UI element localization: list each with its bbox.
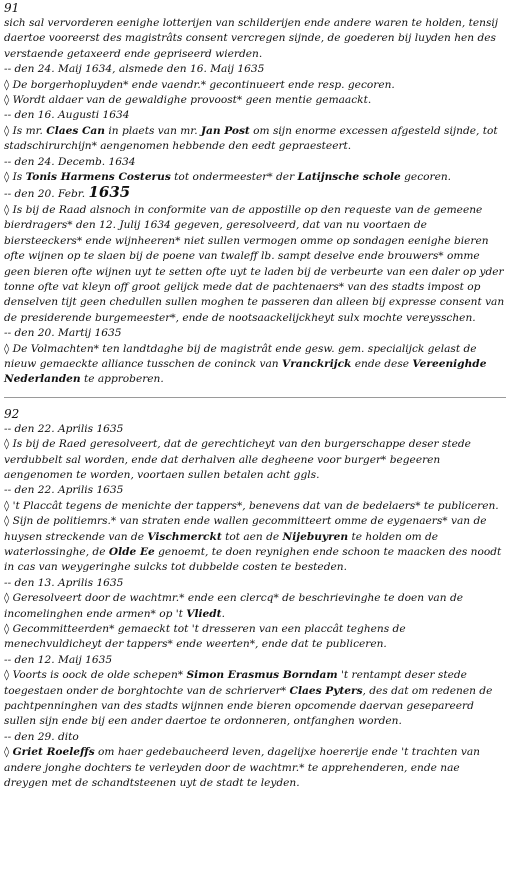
text-segment: tot ondermeester* der	[170, 171, 298, 184]
proper-name: Vranckrijck	[282, 357, 352, 370]
record-entry	[4, 78, 506, 93]
text-segment: genoemt, te doen reynighen ende schoon te maacken des noodt in cas van weygeringhe sulcks tot dubbelde costen te besteden.	[4, 546, 502, 574]
page-section	[4, 407, 506, 792]
text-segment: ◊ 't Placcât tegens de menichte der tappers*, benevens dat van de bedelaers* te publiceren.	[4, 499, 499, 512]
record-entry	[4, 591, 506, 622]
page-section	[4, 1, 506, 388]
text-segment: -- den 12. Maij 1635	[4, 653, 113, 666]
record-entry	[4, 622, 506, 653]
proper-name: Olde Ee	[108, 546, 155, 558]
proper-name: Tonis Harmens Costerus	[25, 171, 171, 184]
record-entry	[4, 203, 506, 326]
page-number: 91	[4, 1, 20, 15]
text-segment: tot aen de	[221, 530, 283, 543]
date-line	[4, 483, 506, 498]
proper-name: Simon Erasmus Borndam	[186, 669, 338, 682]
text-segment: -- den 16. Augusti 1634	[4, 109, 130, 122]
text-segment: -- den 20. Martij 1635	[4, 327, 122, 340]
date-line	[4, 155, 506, 170]
date-line	[4, 108, 506, 123]
text-segment: te approberen.	[80, 373, 164, 386]
proper-name: Griet Roeleffs	[12, 746, 95, 759]
text-segment: -- den 29. dito	[4, 730, 79, 743]
text-segment: ◊ Geresolveert door de wachtmr.* ende een clercq* de beschrievinghe te doen van de incomelinghen ende armen* op 't	[4, 592, 463, 620]
text-segment: -- den 24. Maij 1634, alsmede den 16. Maij 1635	[4, 63, 265, 76]
proper-name: Claes Can	[46, 124, 105, 137]
record-entry	[4, 668, 506, 730]
text-segment: .	[221, 607, 225, 620]
text-segment: -- den 22. Aprilis 1635	[4, 422, 124, 435]
record-entry	[4, 745, 506, 791]
record-entry	[4, 437, 506, 483]
text-segment: ◊ Sijn de politiemrs.* van straten ende wallen gecommitteert omme de eygenaers* van de huysen streckende van de	[4, 515, 487, 543]
record-entry	[4, 514, 506, 576]
text-segment: -- den 20. Febr.	[4, 188, 89, 201]
date-line	[4, 730, 506, 745]
text-segment: ◊ Gecommitteerden* gemaeckt tot 't dresseren van een placcât teghens de menechvuldicheyt der tappers* ende weerten*, ende dat te publiceren.	[4, 623, 406, 651]
text-segment: -- den 22. Aprilis 1635	[4, 484, 124, 497]
text-segment: ◊ Is mr.	[4, 124, 47, 137]
text-segment: -- den 13. Aprilis 1635	[4, 576, 124, 589]
proper-name: Vischmerckt	[147, 530, 222, 543]
proper-name: Claes Pyters	[289, 684, 363, 697]
text-segment: sich sal vervorderen eenighe lotterijen van schilderijen ende andere waren te holden, tensij daertoe vooreerst des magistrâts consent vercregen sijnde, de goederen bij luyden hen des verstaende getaxeerd ende gepriseerd wierden.	[4, 17, 499, 60]
text-segment: ◊ Is bij de Raad alsnoch in conformite van de appostille op den requeste van de gemeene bierdragers* den 12. Julij 1634 gegeven, geresolveerd, dat van nu voortaen de biersteeckers* ende wijnheeren* niet sullen vermogen omme op sondagen eenighe bieren ofte wijnen op te slaen bij de poene van twaleff lb. sampt deselve ende brouwers* omme geen bieren ofte wijnen uyt te setten ofte uyt te laden bij de verbeurte van een daler op yder tonne ofte vat kleyn off groot gelijck mede dat de pachtenaers* van des stadts impost op denselven tijt geen chedullen sullen moghen te passeren dan alleen bij expresse consent van de presiderende burgemeester*, ende de nootsaackelijckheyt sulx mochte vereysschen.	[4, 203, 505, 324]
record-entry	[4, 93, 506, 108]
text-segment: ◊ Is	[4, 171, 26, 184]
text-segment: te holden om de waterlossinghe, de	[4, 530, 439, 558]
text-segment: ◊ Wordt aldaer van de gewaldighe provoost* geen mentie gemaackt.	[4, 94, 372, 107]
text-segment: ◊ De borgerhopluyden* ende vaendr.* gecontinueert ende resp. gecoren.	[4, 78, 395, 91]
date-line	[4, 62, 506, 77]
text-segment: ◊ Is bij de Raed geresolveert, dat de gerechticheyt van den burgerschappe deser stede verdubbelt sal worden, ende dat derhalven alle degheene voor burger* begeeren aengenomen te worden, voortaen sullen betalen acht ggls.	[4, 438, 471, 481]
text-segment: 't rentampt deser stede toegestaen onder de borghtochte van de schrierver*	[4, 669, 467, 697]
record-entry	[4, 170, 506, 185]
proper-name: Latijnsche schole	[297, 171, 401, 184]
page-divider	[4, 397, 506, 398]
record-entry	[4, 342, 506, 388]
date-line	[4, 576, 506, 591]
proper-name: Jan Post	[200, 124, 250, 137]
text-segment: ◊ Voorts is oock de olde schepen*	[4, 669, 187, 682]
page-number: 92	[4, 406, 20, 421]
text-segment: ◊	[4, 746, 13, 759]
proper-name: Vereenighde Nederlanden	[4, 357, 487, 386]
date-line	[4, 422, 506, 437]
proper-name: Vliedt	[186, 607, 222, 620]
text-segment: ende dese	[351, 357, 413, 370]
date-line	[4, 185, 506, 202]
proper-name: Nijebuyren	[282, 530, 349, 543]
record-entry	[4, 499, 506, 514]
text-segment: om haer gedebaucheerd leven, dagelijxe hoererije ende 't trachten van andere jonghe dochters te verleyden door de wachtmr.* te apprehenderen, ende nae dreygen met de schandtsteenen uyt de stadt te leyden.	[4, 746, 480, 790]
text-segment: , des dat om redenen de pachtpenninghen van des stadts wijnnen ende bieren opcomende daervan gesepareerd sullen sijn ende bij een ander daertoe te ordonneren, ontfanghen worden.	[4, 684, 493, 728]
text-segment: in plaets van mr.	[105, 124, 201, 137]
text-segment: ◊ De Volmachten* ten landtdaghe bij de magistrât ende gesw. gem. specialijck gelast de nieuw gemaeckte alliance tusschen de coninck van	[4, 342, 477, 370]
text-segment: gecoren.	[400, 171, 452, 184]
text-segment: om sijn enorme excessen afgesteld sijnde, tot stadschirurchijn* aengenomen hebbende den eedt gepraesteert.	[4, 124, 498, 153]
year-emphasis: 1635	[88, 183, 131, 202]
text-segment: -- den 24. Decemb. 1634	[4, 155, 136, 168]
record-entry	[4, 16, 506, 62]
record-entry	[4, 124, 506, 155]
date-line	[4, 653, 506, 668]
date-line	[4, 326, 506, 341]
